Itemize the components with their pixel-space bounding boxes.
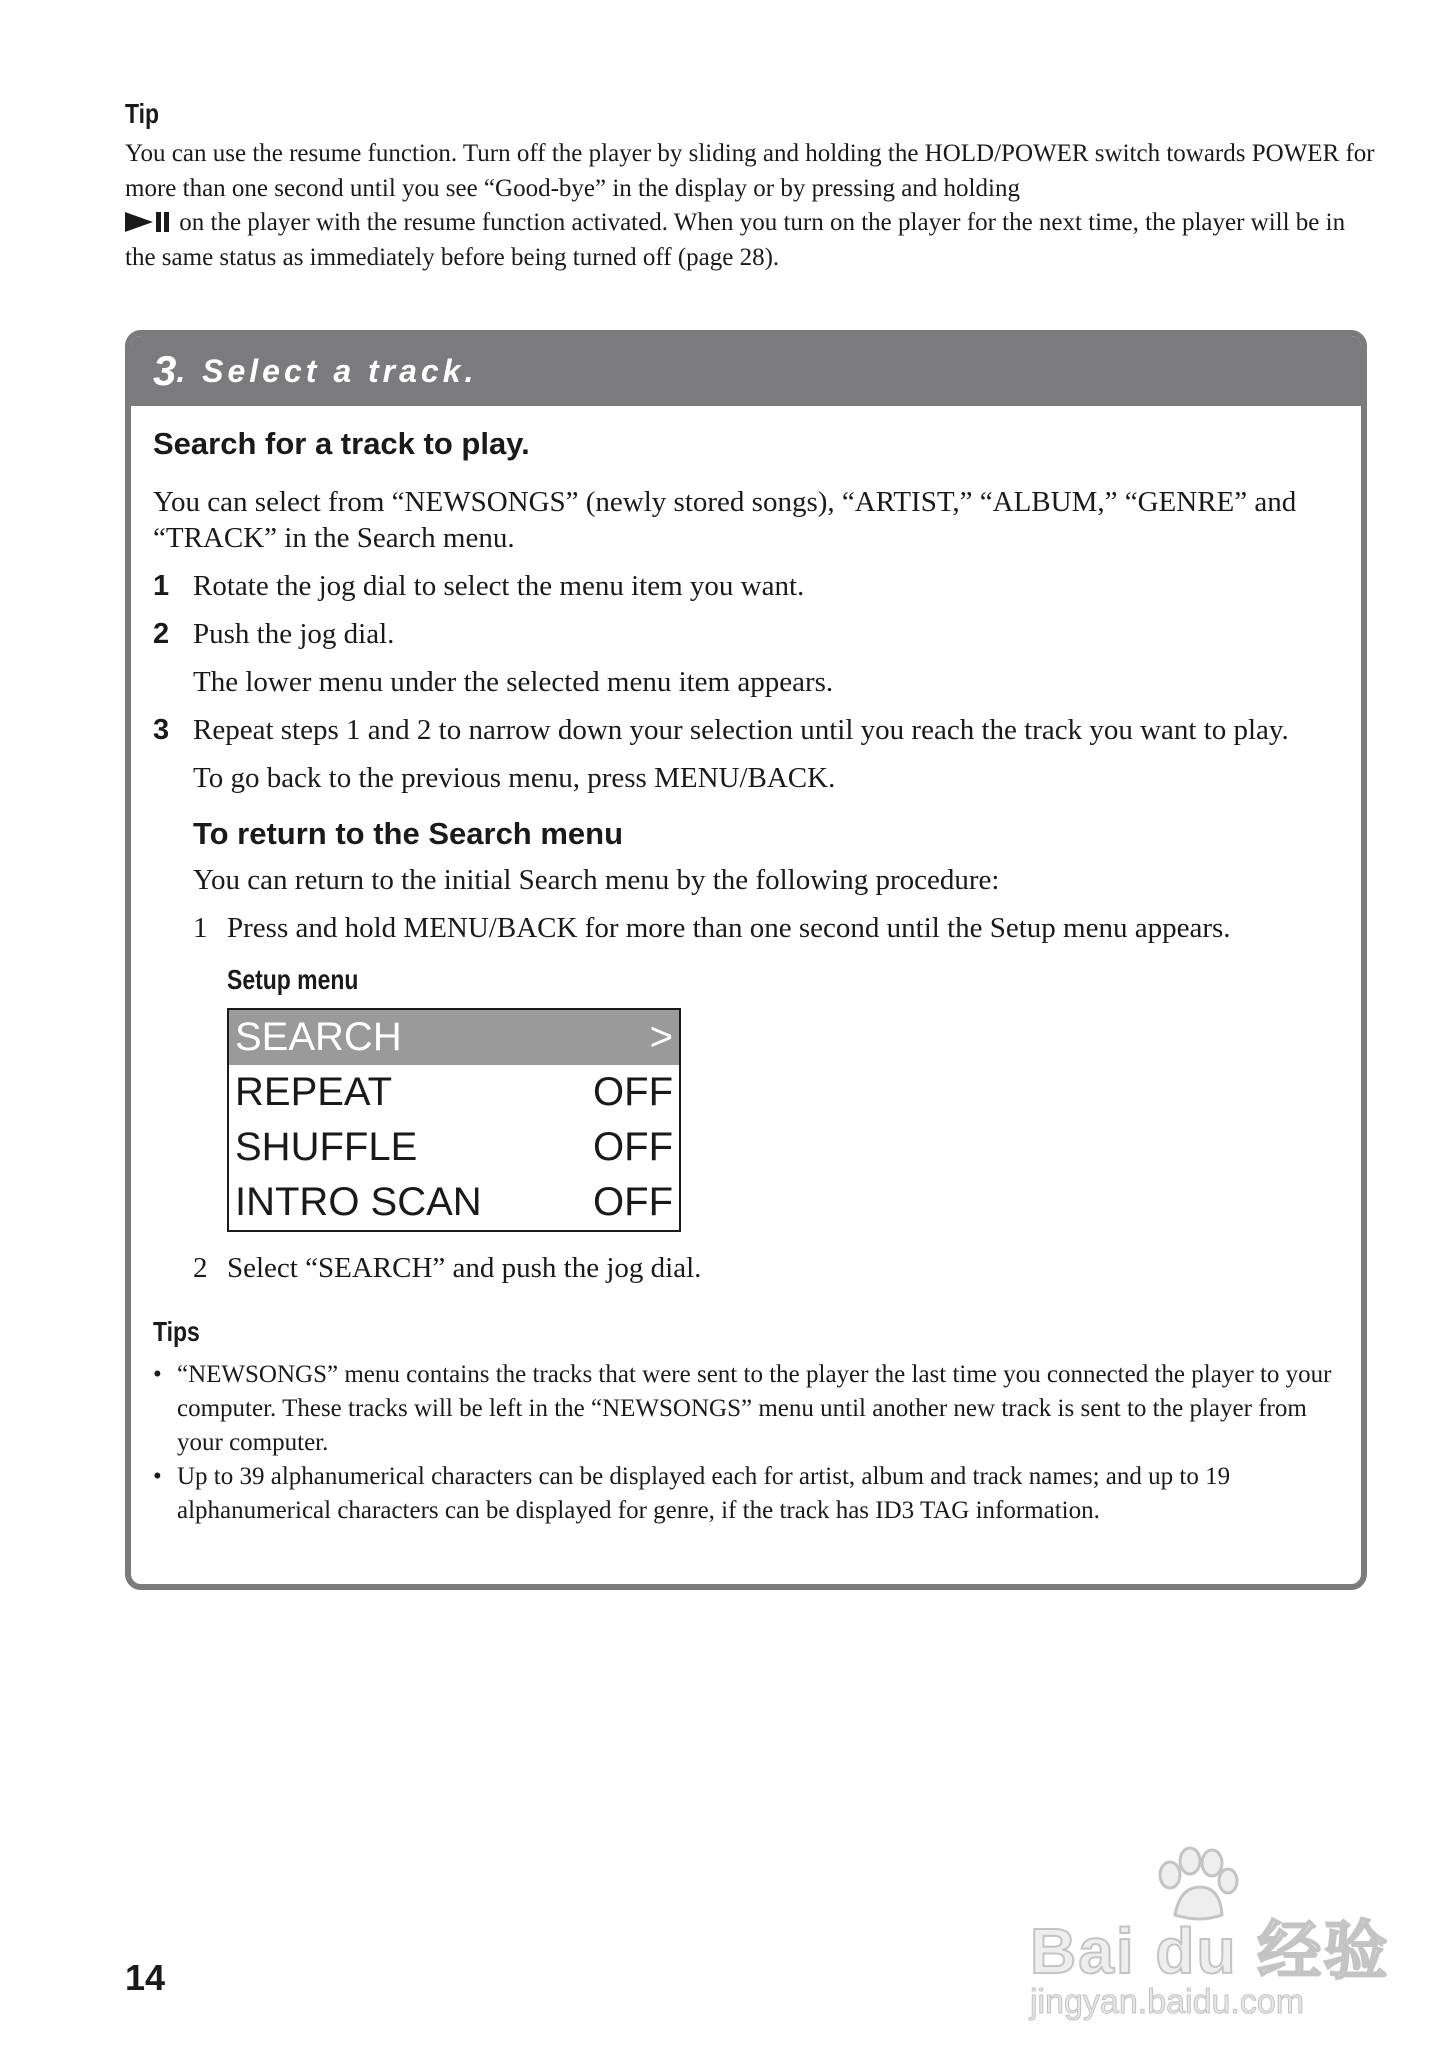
chevron-right-icon: > xyxy=(649,1015,673,1059)
step-2-note: The lower menu under the selected menu item appears. xyxy=(193,666,834,698)
setup-menu-screen xyxy=(227,1008,681,1232)
screen-row-shuffle: SHUFFLE OFF xyxy=(235,1125,673,1169)
section-title: . Select a track. xyxy=(176,352,478,389)
tips-heading: Tips xyxy=(153,1316,200,1347)
tip-section xyxy=(125,98,1375,275)
baidu-watermark xyxy=(1030,1845,1390,2035)
section-body xyxy=(153,426,1343,1528)
screen-row-intro-scan: INTRO SCAN OFF xyxy=(235,1180,673,1224)
search-heading: Search for a track to play. xyxy=(153,426,530,461)
tip-text: You can use the resume function. Turn off the player by sliding and holding the HOLD/POWER switch towards POWER for more than one second until you see “Good-bye” in the display or by pressing and holding on the player with the resume function activated. When you turn on the player for the next time, the player will be in the same status as immediately before being turned off (page 28). xyxy=(125,140,1375,271)
play-pause-icon xyxy=(125,212,169,232)
watermark-url: jingyan.baidu.com xyxy=(1030,1983,1305,2021)
substep-2: 2 Select “SEARCH” and push the jog dial. xyxy=(193,1252,702,1284)
step-1: 1 Rotate the jog dial to select the menu item you want. xyxy=(153,570,805,602)
tip-heading: Tip xyxy=(125,98,160,129)
setup-menu-label: Setup menu xyxy=(227,964,359,995)
tip-bullet-2: • Up to 39 alphanumerical characters can be displayed each for artist, album and track names; and up to 19 alphanumerical characters can be displayed for genre, if the track has ID3 TAG information. xyxy=(153,1463,1231,1524)
return-heading: To return to the Search menu xyxy=(193,816,624,851)
page-number: 14 xyxy=(125,1957,166,1998)
watermark-logo-text: Bai du 经验 xyxy=(1030,1915,1390,1987)
step-2: 2 Push the jog dial. xyxy=(153,618,395,650)
intro-paragraph: You can select from “NEWSONGS” (newly stored songs), “ARTIST,” “ALBUM,” “GENRE” and “TRACK” in the Search menu. xyxy=(153,486,1297,554)
step-3: 3 Repeat steps 1 and 2 to narrow down your selection until you reach the track you want to play. xyxy=(153,714,1289,746)
substep-1: 1 Press and hold MENU/BACK for more than one second until the Setup menu appears. xyxy=(193,912,1231,944)
return-intro: You can return to the initial Search menu by the following procedure: xyxy=(193,864,1000,896)
screen-row-search: SEARCH > xyxy=(229,1010,679,1065)
section-number: 3 xyxy=(153,347,177,394)
section-header xyxy=(131,336,1361,406)
tip-bullet-1: • “NEWSONGS” menu contains the tracks that were sent to the player the last time you connected the player to your computer. These tracks will be left in the “NEWSONGS” menu until another new track is sent to the player from your computer. xyxy=(153,1361,1332,1456)
step-3-note: To go back to the previous menu, press MENU/BACK. xyxy=(193,762,836,794)
select-track-box xyxy=(125,330,1367,1590)
screen-row-repeat: REPEAT OFF xyxy=(235,1070,673,1114)
